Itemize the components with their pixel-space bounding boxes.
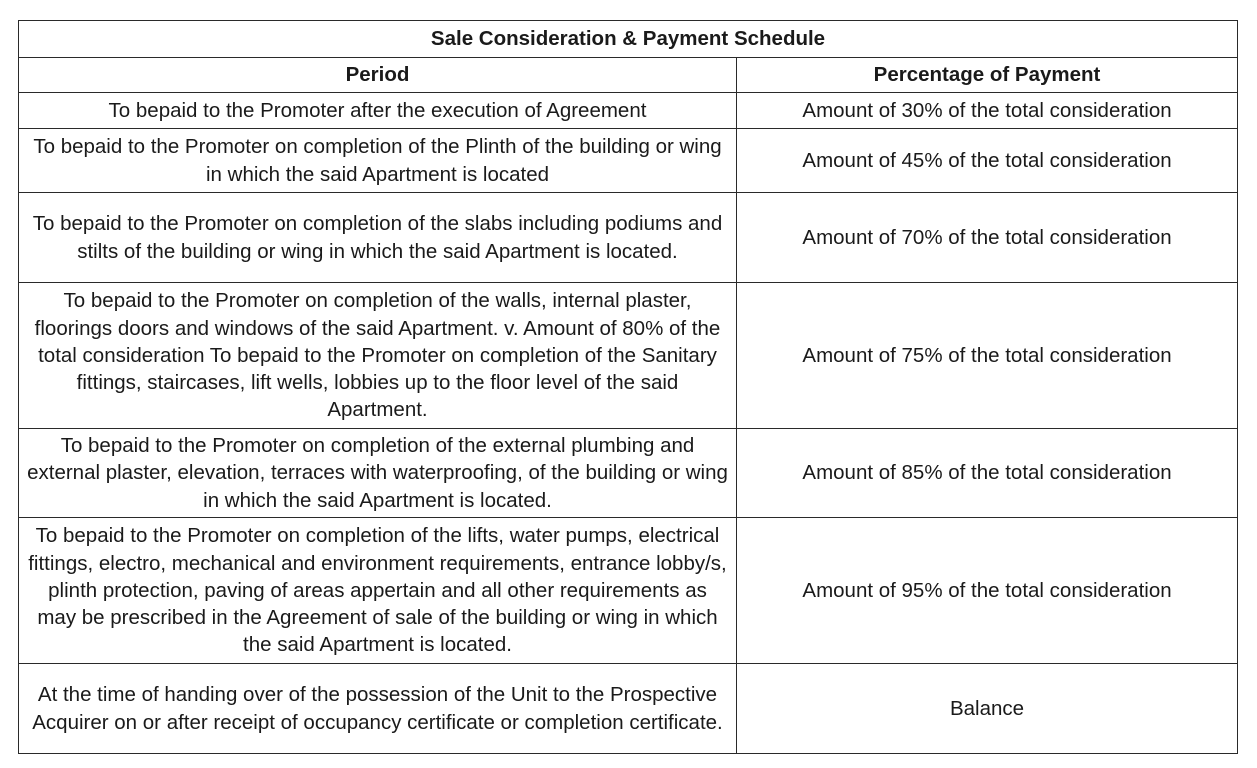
payment-cell: Amount of 45% of the total consideration — [737, 129, 1238, 193]
column-header-percentage: Percentage of Payment — [737, 58, 1238, 93]
payment-cell: Amount of 85% of the total consideration — [737, 429, 1238, 518]
payment-cell: Amount of 75% of the total consideration — [737, 283, 1238, 429]
payment-cell: Amount of 30% of the total consideration — [737, 93, 1238, 129]
period-cell: To bepaid to the Promoter on completion of the Plinth of the building or wing in which the said Apartment is located — [19, 129, 737, 193]
column-header-period: Period — [19, 58, 737, 93]
payment-cell: Amount of 70% of the total consideration — [737, 193, 1238, 283]
table-row — [19, 129, 1238, 193]
table-title-row — [19, 21, 1238, 58]
period-cell: To bepaid to the Promoter on completion of the lifts, water pumps, electrical fittings, electro, mechanical and environment requirements, entrance lobby/s, plinth protection, paving of areas appertain and all other requirements as may be prescribed in the Agreement of sale of the building or wing in which the said Apartment is located. — [19, 518, 737, 664]
table-row — [19, 664, 1238, 754]
payment-schedule-table — [18, 20, 1238, 754]
table-row — [19, 193, 1238, 283]
period-cell: To bepaid to the Promoter after the execution of Agreement — [19, 93, 737, 129]
period-cell: To bepaid to the Promoter on completion of the walls, internal plaster, floorings doors and windows of the said Apartment. v. Amount of 80% of the total consideration To bepaid to the Promoter on completion of the Sanitary fittings, staircases, lift wells, lobbies up to the floor level of the said Apartment. — [19, 283, 737, 429]
payment-cell: Balance — [737, 664, 1238, 754]
table-row — [19, 283, 1238, 429]
table-row — [19, 93, 1238, 129]
period-cell: At the time of handing over of the possession of the Unit to the Prospective Acquirer on or after receipt of occupancy certificate or completion certificate. — [19, 664, 737, 754]
payment-cell: Amount of 95% of the total consideration — [737, 518, 1238, 664]
table-row — [19, 429, 1238, 518]
period-cell: To bepaid to the Promoter on completion of the external plumbing and external plaster, elevation, terraces with waterproofing, of the building or wing in which the said Apartment is located. — [19, 429, 737, 518]
table-row — [19, 518, 1238, 664]
table-header-row — [19, 58, 1238, 93]
period-cell: To bepaid to the Promoter on completion of the slabs including podiums and stilts of the building or wing in which the said Apartment is located. — [19, 193, 737, 283]
table-title: Sale Consideration & Payment Schedule — [19, 21, 1238, 58]
